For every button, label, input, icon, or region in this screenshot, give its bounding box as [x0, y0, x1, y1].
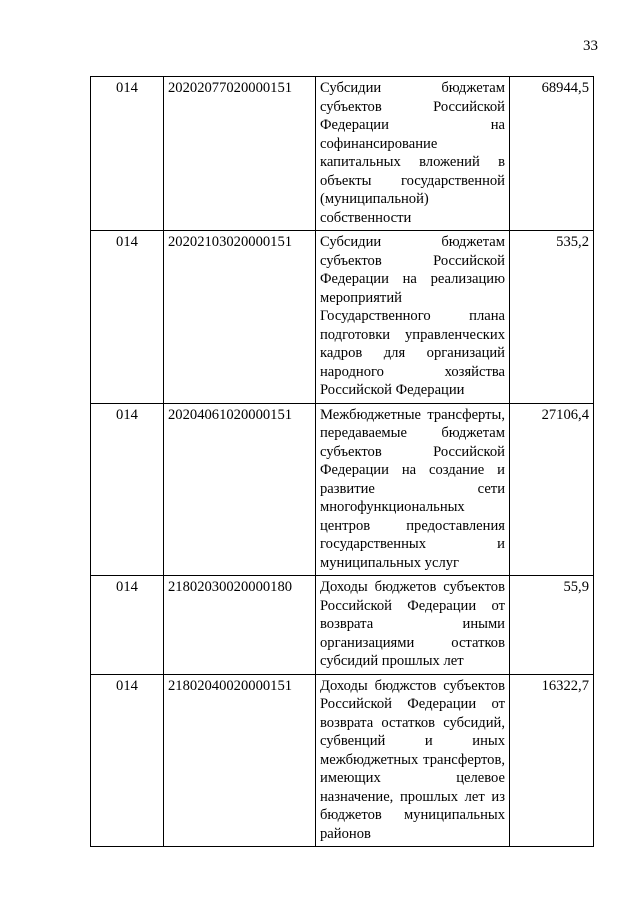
revenue-name-cell: Межбюджетные трансферты, передаваемые бюджетам субъектов Российской Федерации на создание и развитие сети многофункциональных центров предоставления государственных и муниципальных услуг [316, 403, 510, 576]
admin-code-cell: 014 [91, 77, 164, 231]
table-row [91, 674, 594, 847]
admin-code-cell: 014 [91, 674, 164, 847]
table-row [91, 403, 594, 576]
revenue-name-cell: Субсидии бюджетам субъектов Российской Федерации на софинансирование капитальных вложений в объекты государственной (муниципальной) собственности [316, 77, 510, 231]
kbk-code-cell: 21802030020000180 [164, 576, 316, 675]
revenue-name-cell: Доходы бюджстов субъектов Российской Федерации от возврата остатков субсидий, субвенций и иных межбюджетных трансфертов, имеющих целевое назначение, прошлых лет из бюджетов муниципальных районов [316, 674, 510, 847]
page-number: 33 [583, 38, 598, 54]
table-row [91, 576, 594, 675]
amount-cell: 55,9 [510, 576, 594, 675]
amount-cell: 16322,7 [510, 674, 594, 847]
amount-cell: 68944,5 [510, 77, 594, 231]
amount-cell: 535,2 [510, 231, 594, 404]
kbk-code-cell: 20202077020000151 [164, 77, 316, 231]
admin-code-cell: 014 [91, 576, 164, 675]
revenue-name-cell: Субсидии бюджетам субъектов Российской Федерации на реализацию мероприятий Государственного плана подготовки управленческих кадров для организаций народного хозяйства Российской Федерации [316, 231, 510, 404]
kbk-code-cell: 21802040020000151 [164, 674, 316, 847]
admin-code-cell: 014 [91, 231, 164, 404]
kbk-code-cell: 20202103020000151 [164, 231, 316, 404]
amount-cell: 27106,4 [510, 403, 594, 576]
budget-revenue-table [90, 76, 594, 847]
revenue-name-cell: Доходы бюджетов субъектов Российской Федерации от возврата иными организациями остатков субсидий прошлых лет [316, 576, 510, 675]
table-row [91, 231, 594, 404]
kbk-code-cell: 20204061020000151 [164, 403, 316, 576]
table-row [91, 77, 594, 231]
admin-code-cell: 014 [91, 403, 164, 576]
